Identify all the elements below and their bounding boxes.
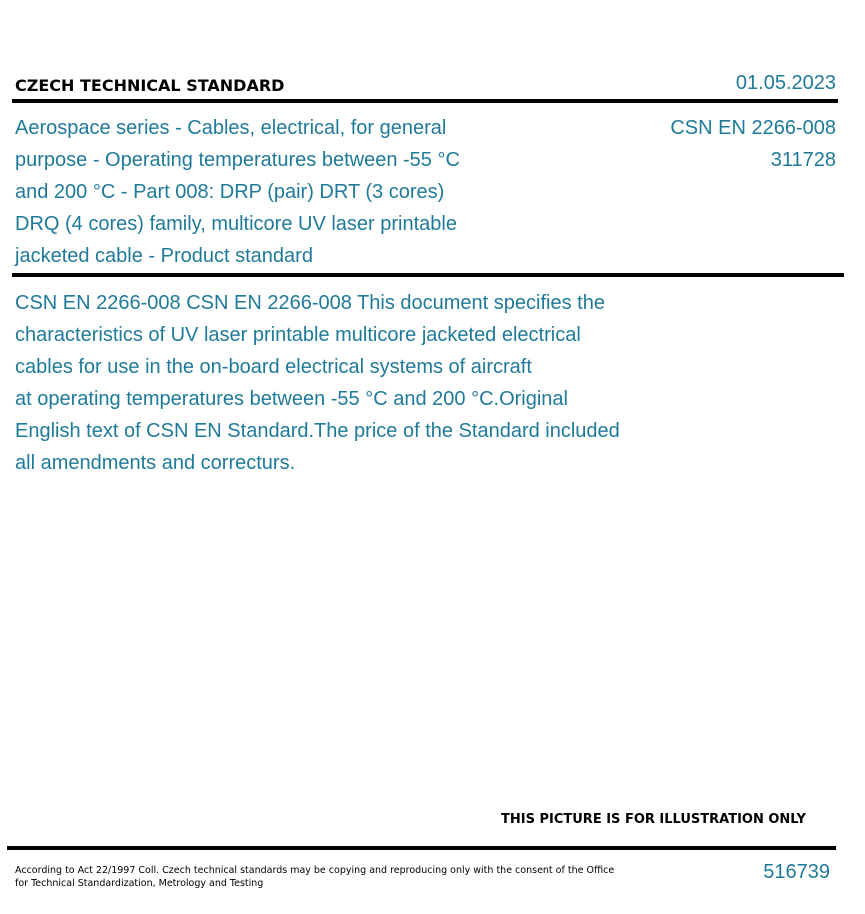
standard-number: CSN EN 2266-008 (670, 117, 836, 139)
legal-line: According to Act 22/1997 Coll. Czech technical standards may be copying and reproducing only with the consent of the Office (15, 865, 615, 876)
document-date: 01.05.2023 (735, 72, 836, 94)
title-line: and 200 °C - Part 008: DRP (pair) DRT (3 cores) (15, 181, 445, 203)
illustration-note: THIS PICTURE IS FOR ILLUSTRATION ONLY (501, 812, 806, 827)
description-line: characteristics of UV laser printable multicore jacketed electrical (15, 324, 581, 346)
header-divider (12, 99, 838, 103)
standard-description (15, 287, 695, 479)
description-line: English text of CSN EN Standard.The price of the Standard included (15, 420, 620, 442)
title-line: purpose - Operating temperatures between -55 °C (15, 149, 460, 171)
footer-legal-note (15, 864, 615, 890)
footer-divider (7, 846, 836, 850)
title-line: jacketed cable - Product standard (15, 245, 313, 267)
description-line: cables for use in the on-board electrical systems of aircraft (15, 356, 532, 378)
catalog-number: 311728 (770, 149, 836, 171)
legal-line: for Technical Standardization, Metrology and Testing (15, 878, 264, 889)
title-line: DRQ (4 cores) family, multicore UV laser printable (15, 213, 457, 235)
standard-codes (670, 112, 836, 176)
title-line: Aerospace series - Cables, electrical, for general (15, 117, 447, 139)
footer-document-id: 516739 (763, 861, 830, 883)
description-line: all amendments and correcturs. (15, 452, 296, 474)
standard-title (15, 112, 515, 272)
title-divider (12, 273, 844, 277)
description-line: CSN EN 2266-008 CSN EN 2266-008 This document specifies the (15, 292, 605, 314)
description-line: at operating temperatures between -55 °C and 200 °C.Original (15, 388, 568, 410)
document-header-label: CZECH TECHNICAL STANDARD (15, 76, 285, 95)
